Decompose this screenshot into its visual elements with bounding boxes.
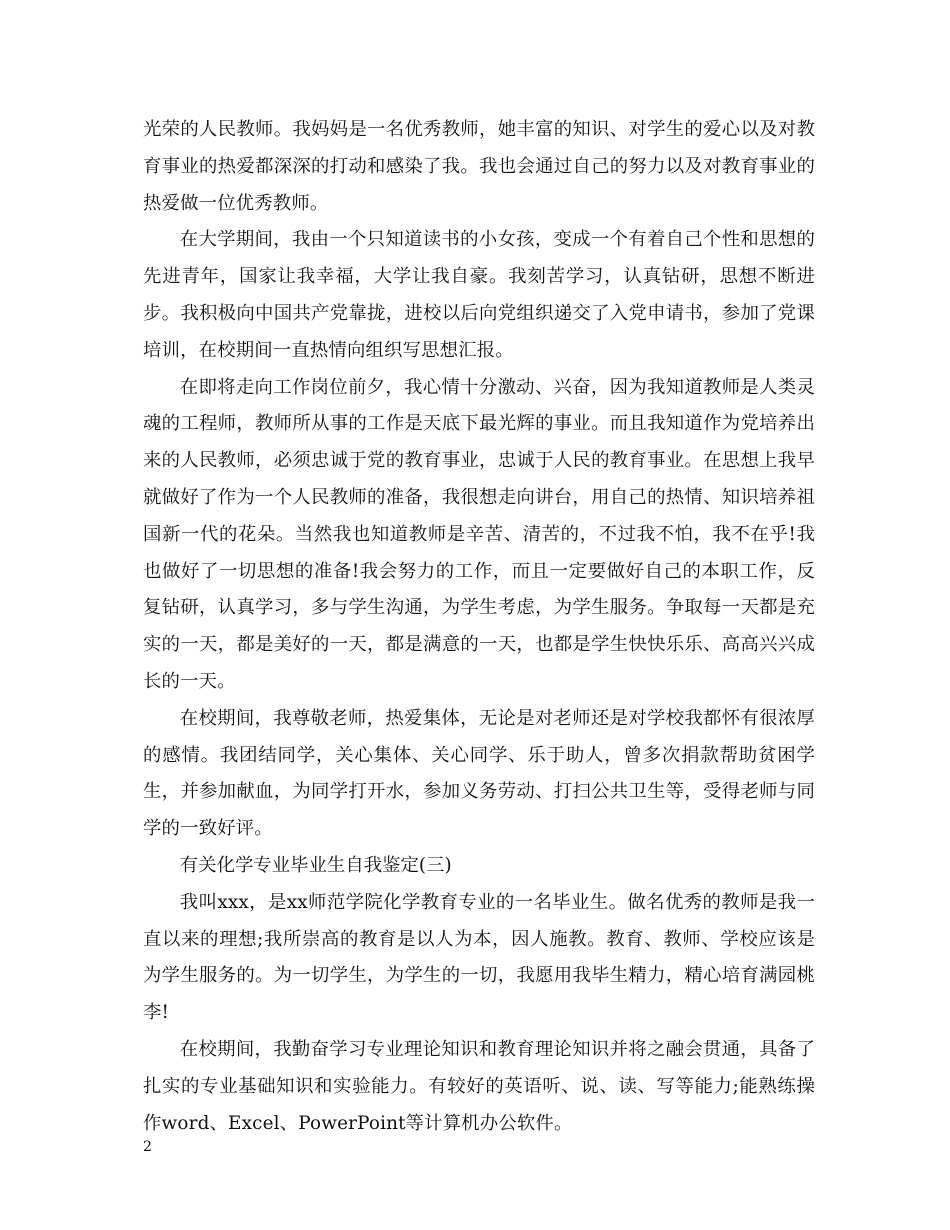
paragraph-campus-life: 在校期间，我尊敬老师，热爱集体，无论是对老师还是对学校我都怀有很浓厚的感情。我团结同学，关心集体、关心同学、乐于助人，曾多次捐款帮助贫困学生，并参加献血，为同学打开水，参加义务劳动、打扫公共卫生等，受得老师与同学的一致好评。	[143, 707, 815, 840]
paragraph-introduction: 我叫xxx，是xx师范学院化学教育专业的一名毕业生。做名优秀的教师是我一直以来的理想;我所崇高的教育是以人为本，因人施教。教育、教师、学校应该是为学生服务的。为一切学生，为学生的一切，我愿用我毕生精力，精心培育满园桃李!	[143, 891, 815, 1024]
document-body	[143, 112, 815, 1142]
paragraph-skills: 在校期间，我勤奋学习专业理论知识和教育理论知识并将之融会贯通，具备了扎实的专业基础知识和实验能力。有较好的英语听、说、读、写等能力;能熟练操作word、Excel、PowerPoint等计算机办公软件。	[143, 1038, 815, 1134]
section-heading: 有关化学专业毕业生自我鉴定(三)	[179, 854, 452, 876]
page-number: 2	[143, 1139, 152, 1155]
paragraph-continuation: 光荣的人民教师。我妈妈是一名优秀教师，她丰富的知识、对学生的爱心以及对教育事业的热爱都深深的打动和感染了我。我也会通过自己的努力以及对教育事业的热爱做一位优秀教师。	[143, 119, 815, 214]
paragraph-career: 在即将走向工作岗位前夕，我心情十分激动、兴奋，因为我知道教师是人类灵魂的工程师，教师所从事的工作是天底下最光辉的事业。而且我知道作为党培养出来的人民教师，必须忠诚于党的教育事业，忠诚于人民的教育事业。在思想上我早就做好了作为一个人民教师的准备，我很想走向讲台，用自己的热情、知识培养祖国新一代的花朵。当然我也知道教师是辛苦、清苦的，不过我不怕，我不在乎!我也做好了一切思想的准备!我会努力的工作，而且一定要做好自己的本职工作，反复钻研，认真学习，多与学生沟通，为学生考虑，为学生服务。争取每一天都是充实的一天，都是美好的一天，都是满意的一天，也都是学生快快乐乐、高高兴兴成长的一天。	[143, 376, 815, 692]
paragraph-university: 在大学期间，我由一个只知道读书的小女孩，变成一个有着自己个性和思想的先进青年，国家让我幸福，大学让我自豪。我刻苦学习，认真钻研，思想不断进步。我积极向中国共产党靠拢，进校以后向党组织递交了入党申请书，参加了党课培训，在校期间一直热情向组织写思想汇报。	[143, 229, 815, 361]
